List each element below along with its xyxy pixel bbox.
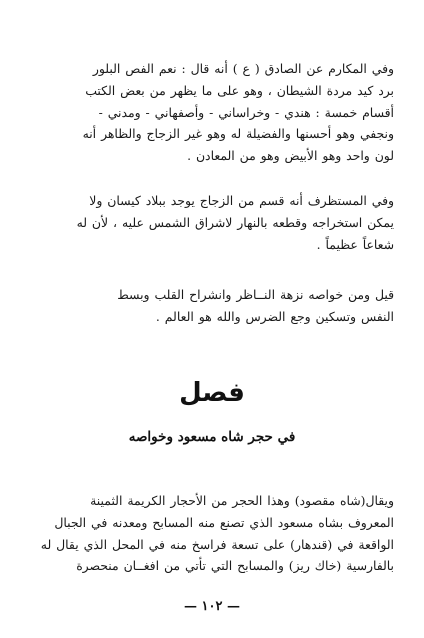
paragraph-crystal-stone (32, 58, 394, 167)
paragraph-mustatraf (32, 190, 394, 255)
text-line: ويقال(شاه مقصود) وهذا الحجر من الأحجار الكريمة الثمينة (90, 493, 394, 508)
section-heading: فصل (179, 378, 245, 408)
text-line: قيل ومن خواصه نزهة النــاظر وانشراح القلب وبسط (117, 287, 394, 302)
section-subheading: في حجر شاه مسعود وخواصه (128, 429, 296, 445)
text-line: لون واحد وهو الأبيض وهو من المعادن . (187, 148, 394, 164)
page-number: — ١٠٢ — (183, 599, 240, 614)
text-line: ونجفي وهو أحسنها والفضيلة له وهو غير الزجاج والظاهر أنه (82, 126, 394, 142)
text-line: وفي المكارم عن الصادق ( ع ) أنه قال : نعم الفص البلور (92, 61, 394, 76)
text-line: أقسام خمسة : هندي - وخراساني - وأصفهاني - ومدني - (98, 104, 394, 120)
text-line: برد كيد مردة الشيطان ، وهو على ما يظهر من بعض الكتب (85, 82, 394, 98)
text-line: يمكن استخراجه وقطعه بالنهار لاشراق الشمس عليه ، لأن له (76, 214, 394, 230)
text-line: النفس وتسكين وجع الضرس والله هو العالم . (155, 308, 394, 324)
text-line: بالفارسية (خاك ريز) والمسابح التي تأتي من افغــان منحصرة (76, 558, 394, 574)
paragraph-shah-masoud (32, 490, 394, 577)
text-line: شعاعاً عظيماً . (316, 236, 394, 252)
text-line: الواقعة في (قندهار) على تسعة فراسخ منه في المحل الذي يقال له (40, 536, 394, 552)
text-line: المعروف بشاه مسعود الذي تصنع منه المسابح ومعدنه في الجبال (54, 514, 394, 530)
text-line: وفي المستظرف أنه قسم من الزجاج يوجد ببلاد كيسان ولا (89, 193, 394, 208)
paragraph-properties (32, 284, 394, 328)
